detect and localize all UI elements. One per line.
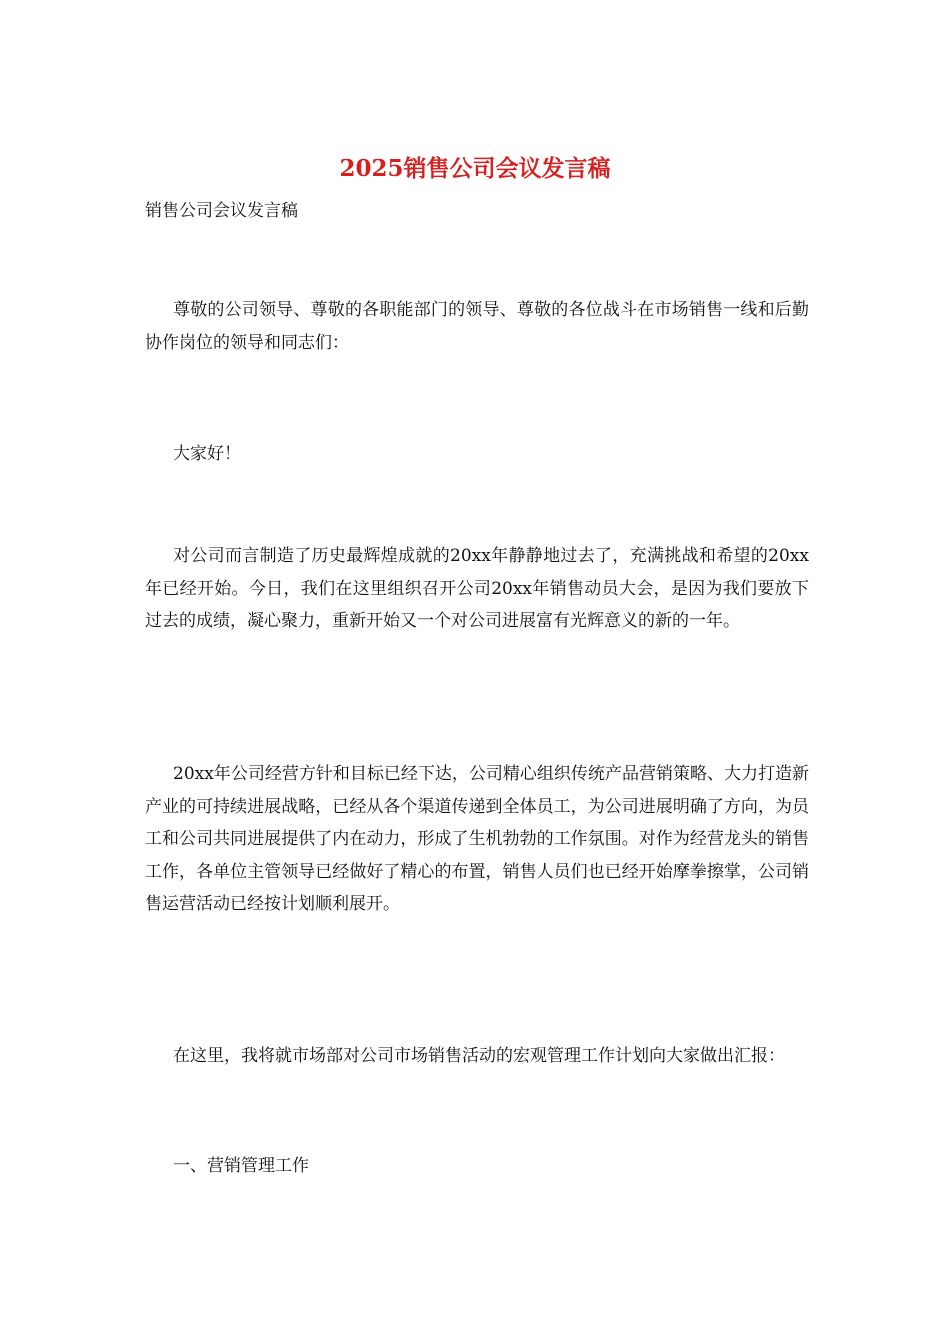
paragraph-greeting: 大家好！: [173, 444, 241, 464]
section-heading-marketing: 一、营销管理工作: [173, 1156, 309, 1176]
document-subtitle: 销售公司会议发言稿: [145, 201, 298, 221]
paragraph-salutation: 尊敬的公司领导、尊敬的各职能部门的领导、尊敬的各位战斗在市场销售一线和后勤协作岗位的领导和同志们：: [145, 300, 809, 353]
document-title: 2025销售公司会议发言稿: [339, 155, 611, 182]
paragraph-review: 对公司而言制造了历史最辉煌成就的20xx年静静地过去了，充满挑战和希望的20xx年已经开始。今日，我们在这里组织召开公司20xx年销售动员大会，是因为我们要放下过去的成绩，凝心聚力，重新开始又一个对公司进展富有光辉意义的新的一年。: [145, 546, 809, 631]
paragraph-report-intro: 在这里，我将就市场部对公司市场销售活动的宏观管理工作计划向大家做出汇报：: [173, 1046, 785, 1066]
paragraph-strategy: 20xx年公司经营方针和目标已经下达，公司精心组织传统产品营销策略、大力打造新产业的可持续进展战略，已经从各个渠道传递到全体员工，为公司进展明确了方向，为员工和公司共同进展提供了内在动力，形成了生机勃勃的工作氛围。对作为经营龙头的销售工作，各单位主管领导已经做好了精心的布置，销售人员们也已经开始摩拳擦掌，公司销售运营活动已经按计划顺利展开。: [145, 764, 809, 914]
